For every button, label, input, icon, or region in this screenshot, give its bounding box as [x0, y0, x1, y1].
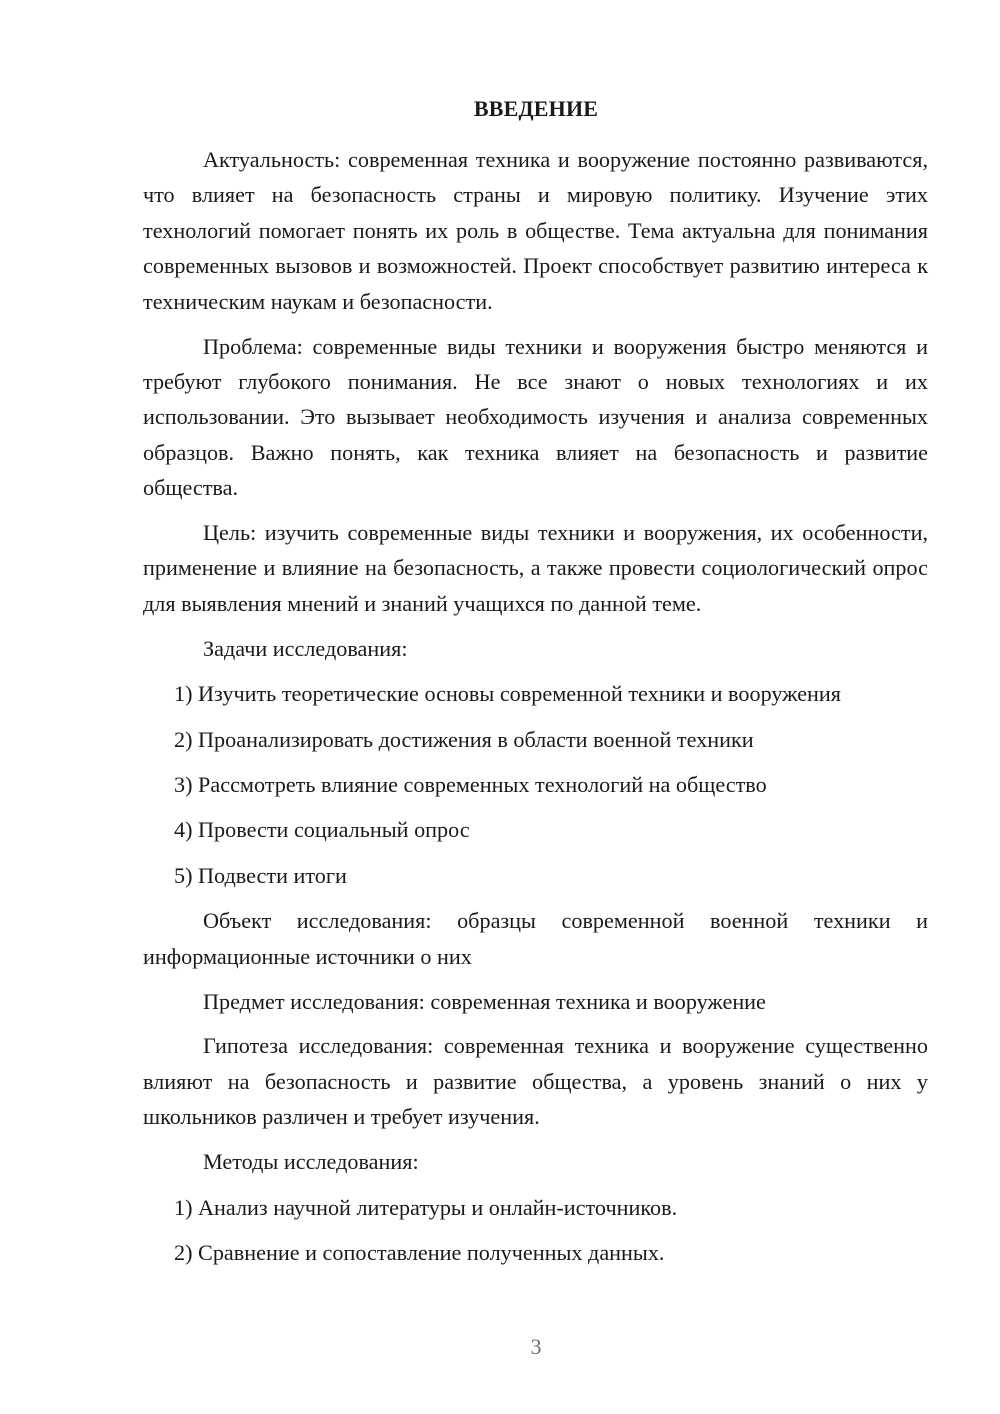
object-paragraph: Объект исследования: образцы современной военной техники и информационные источники о них	[143, 908, 928, 969]
goal-paragraph: Цель: изучить современные виды техники и вооружения, их особенности, применение и влияние на безопасность, а также провести социологический опрос для выявления мнений и знаний учащихся по данной теме.	[143, 520, 928, 616]
task-item: 4) Провести социальный опрос	[174, 817, 470, 843]
method-item: 2) Сравнение и сопоставление полученных данных.	[174, 1239, 665, 1265]
hypothesis-paragraph: Гипотеза исследования: современная техника и вооружение существенно влияют на безопасность и развитие общества, а уровень знаний о них у школьников различен и требует изучения.	[143, 1033, 928, 1130]
tasks-title: Задачи исследования:	[203, 635, 408, 661]
task-item: 3) Рассмотреть влияние современных технологий на общество	[174, 772, 767, 797]
relevance-paragraph: Актуальность: современная техника и вооружение постоянно развиваются, что влияет на безопасность страны и мировую политику. Изучение этих технологий помогает понять их роль в обществе. Тема актуальна для понимания современных вызовов и возможностей. Проект способствует развитию интереса к техническим наукам и безопасности.	[143, 147, 928, 314]
task-item: 5) Подвести итоги	[174, 862, 347, 888]
task-item: 1) Изучить теоретические основы современной техники и вооружения	[174, 681, 842, 707]
page-number: 3	[530, 1334, 542, 1359]
problem-paragraph: Проблема: современные виды техники и вооружения быстро меняются и требуют глубокого понимания. Не все знают о новых технологиях и их использовании. Это вызывает необходимость изучения и анализа современных образцов. Важно понять, как техника влияет на безопасность и развитие общества.	[143, 333, 928, 501]
subject-paragraph: Предмет исследования: современная техника и вооружение	[203, 988, 766, 1014]
document-body	[143, 142, 928, 1280]
section-heading: ВВЕДЕНИЕ	[473, 96, 599, 121]
method-item: 1) Анализ научной литературы и онлайн-источников.	[174, 1194, 678, 1220]
methods-title: Методы исследования:	[203, 1149, 419, 1175]
task-item: 2) Проанализировать достижения в области военной техники	[174, 726, 754, 752]
